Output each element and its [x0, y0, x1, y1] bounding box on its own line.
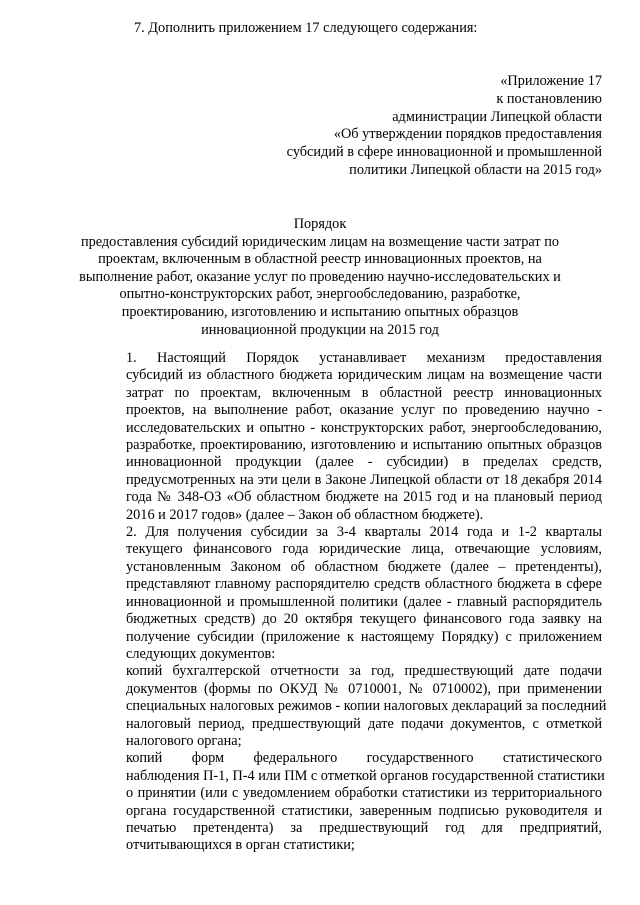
paragraph-line: инновационной и промышленной политики (далее - главный распорядитель: [126, 593, 602, 610]
paragraph-line: предусмотренных на эти цели в Законе Липецкой области от 18 декабря 2014: [126, 471, 602, 488]
paragraph-line: проектов, на выполнение работ, оказание услуг по проведению научно -: [126, 402, 602, 419]
paragraph-line: разработке, проектированию, изготовлению и испытанию опытных образцов: [126, 437, 602, 454]
paragraph-line: специальных налоговых режимов - копии налоговых деклараций за последний: [126, 698, 607, 715]
paragraph-line: наблюдения П-1, П-4 или ПМ с отметкой органов государственной статистики: [126, 767, 605, 784]
paragraph-line: отчитывающихся в орган статистики;: [126, 837, 355, 854]
paragraph-line: представляют главному распорядителю средств областного бюджета в сфере: [126, 576, 602, 593]
paragraph: [90, 350, 602, 524]
paragraph-line: инновационной продукции (далее - субсидии) в пределах средств,: [126, 454, 602, 471]
document-body: [90, 350, 607, 855]
paragraph-line: года № 348-ОЗ «Об областном бюджете на 2015 год и на плановый период: [126, 489, 602, 506]
title-line: выполнение работ, оказание услуг по проведению научно-исследовательских и: [79, 268, 561, 285]
paragraph-line: следующих документов:: [126, 645, 276, 662]
paragraph: [90, 524, 602, 663]
paragraph-line: копий бухгалтерской отчетности за год, предшествующий дате подачи: [126, 663, 602, 680]
paragraph-line: субсидий из областного бюджета юридическим лицам на возмещение части: [126, 367, 602, 384]
paragraph-line: бюджетных средств) до 20 октября текущего финансового года заявку на: [126, 611, 602, 628]
paragraph-line: получение субсидии (приложение к настоящему Порядку) с приложением: [126, 628, 602, 645]
paragraph-line: налогового органа;: [126, 732, 242, 749]
title-heading: Порядок: [293, 216, 347, 232]
paragraph-line: документов (формы по ОКУД № 0710001, № 0710002), при применении: [126, 680, 602, 697]
title-line: предоставления субсидий юридическим лицам на возмещение части затрат по: [80, 233, 560, 250]
paragraph: [90, 750, 605, 854]
paragraph-line: установленным Законом об областном бюджете (далее – претенденты),: [126, 558, 602, 575]
appendix-line: «Об утверждении порядков предоставления: [333, 126, 602, 143]
paragraph-line: органа государственной статистики, заверенным подписью руководителя и: [126, 802, 602, 819]
paragraph-line: 1. Настоящий Порядок устанавливает механизм предоставления: [126, 350, 602, 366]
title-line: проектированию, изготовлению и испытанию опытных образцов: [121, 303, 519, 320]
intro-line: 7. Дополнить приложением 17 следующего содержания:: [134, 20, 478, 36]
appendix-line: политики Липецкой области на 2015 год»: [349, 161, 602, 178]
paragraph-line: текущего финансового года юридические лица, отвечающие условиям,: [126, 541, 602, 558]
appendix-line: «Приложение 17: [500, 73, 602, 89]
paragraph-line: налоговый период, предшествующий дате подачи документов, с отметкой: [126, 715, 602, 732]
paragraph-line: затрат по проектам, включенным в областной реестр инновационных: [126, 384, 602, 401]
appendix-header: [287, 73, 602, 180]
document-title: [40, 216, 600, 339]
paragraph-line: о принятии (или с уведомлением обработки статистики из территориального: [126, 785, 602, 802]
title-line: опытно-конструкторских работ, энергообследованию, разработке,: [119, 286, 521, 303]
title-line: инновационной продукции на 2015 год: [201, 321, 439, 338]
title-line: проектам, включенным в областной реестр инновационных проектов, на: [98, 251, 542, 268]
paragraph-line: копий форм федерального государственного статистического: [126, 750, 602, 767]
paragraph-line: исследовательских и опытно - конструкторских работ, энергообследованию,: [126, 419, 602, 436]
paragraph-line: печатью претендента) за предшествующий год для предприятий,: [126, 819, 602, 836]
paragraph-line: 2016 и 2017 годов» (далее – Закон об областном бюджете).: [126, 506, 484, 523]
paragraph: [90, 663, 607, 750]
appendix-line: администрации Липецкой области: [392, 108, 602, 125]
appendix-line: к постановлению: [496, 90, 602, 107]
appendix-line: субсидий в сфере инновационной и промышленной: [286, 144, 602, 161]
paragraph-line: 2. Для получения субсидии за 3-4 кварталы 2014 года и 1-2 кварталы: [126, 524, 602, 541]
